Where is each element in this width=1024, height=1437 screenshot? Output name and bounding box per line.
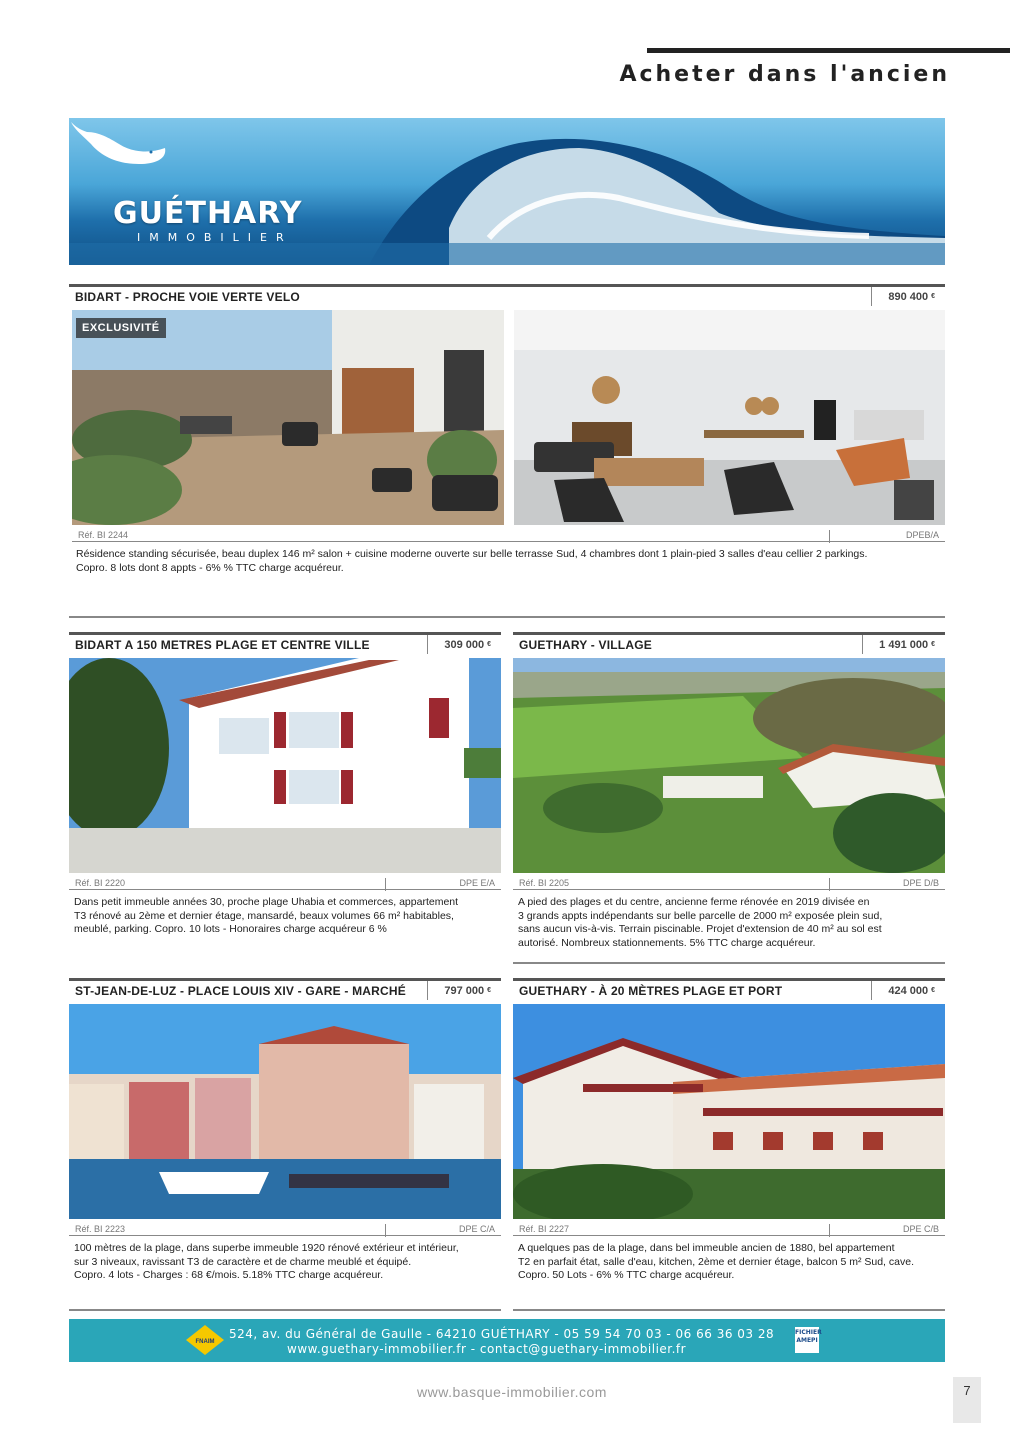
listing-photo-basque-house [513, 1004, 945, 1219]
listing-description: Résidence standing sécurisée, beau duplex 146 m² salon + cuisine moderne ouverte sur belle terrasse Sud, 4 chambres dont 1 plain-pied 3 salles d'eau cellier 2 parkings. Copro. 8 lots dont 8 appts - 6% % TTC charge acquéreur. [76, 548, 868, 574]
listing-ref-line [513, 876, 945, 890]
listing-description: Dans petit immeuble années 30, proche plage Uhabia et commerces, appartement T3 rénové au 2ème et dernier étage, mansardé, beaux volumes 66 m² habitables, meublé, parking. Copro. 10 lots - Honoraires charge acquéreur 6 % [74, 896, 459, 935]
exclusivity-badge: EXCLUSIVITÉ [76, 318, 166, 338]
listing-title: GUETHARY - À 20 MÈTRES PLAGE ET PORT [519, 983, 783, 998]
listing-price: 797 000 € [427, 981, 501, 1000]
amepi-logo-icon: FICHIER AMEPI [795, 1327, 819, 1353]
listing-header-3 [513, 632, 945, 654]
agency-web-email: www.guethary-immobilier.fr - contact@guethary-immobilier.fr [287, 1342, 687, 1356]
listing-reference: Réf. BI 2205 [519, 878, 570, 888]
listing-description: A pied des plages et du centre, ancienne ferme rénovée en 2019 divisée en 3 grands appts indépendants sur belle parcelle de 2000 m² exposée plein sud, sans aucun vis-à-vis. Terrain piscinable. Projet d'extension de 40 m² au sol est autorisé. Nombreux stationnements. 5% TTC charge acquéreur. [518, 896, 883, 949]
listing-photo-building [69, 658, 501, 873]
svg-text:FNAIM: FNAIM [195, 1339, 215, 1345]
listing-reference: Réf. BI 2220 [75, 878, 126, 888]
listing-dpe: DPE C/A [385, 1224, 495, 1237]
agency-banner [69, 118, 945, 265]
listing-ref-line [69, 876, 501, 890]
section-divider [513, 962, 945, 964]
listing-ref-line [69, 1222, 501, 1236]
listing-photo-living-room [514, 310, 945, 525]
listing-description: 100 mètres de la plage, dans superbe immeuble 1920 rénové extérieur et intérieur, sur 3 niveaux, ravissant T3 de caractère et de charme meublé et équipé. Copro. 4 lots - Charges : 68 €/mois. 5.18% TTC charge acquéreur. [74, 1242, 459, 1281]
listing-dpe: DPE C/B [829, 1224, 939, 1237]
listing-description: A quelques pas de la plage, dans bel immeuble ancien de 1880, bel appartement T2 en parfait état, salle d'eau, kitchen, 2ème et dernier étage, balcon 5 m² Sud, cave. Copro. 50 Lots - 6% % TTC charge acquéreur. [518, 1242, 914, 1281]
listing-reference: Réf. BI 2227 [519, 1224, 570, 1234]
listing-price: 890 400 € [871, 287, 945, 306]
listing-dpe: DPEB/A [829, 530, 939, 543]
listing-photo-harbour [69, 1004, 501, 1219]
listing-price: 309 000 € [427, 635, 501, 654]
listing-photo-farmhouse [513, 658, 945, 873]
listing-reference: Réf. BI 2244 [78, 530, 129, 540]
listing-reference: Réf. BI 2223 [75, 1224, 126, 1234]
top-rule [647, 48, 1010, 53]
section-title: Acheter dans l'ancien [619, 62, 950, 87]
listing-price: 424 000 € [871, 981, 945, 1000]
listing-header-1 [69, 284, 945, 306]
listing-title: BIDART - PROCHE VOIE VERTE VELO [75, 289, 300, 304]
agency-contact-bar [69, 1319, 945, 1362]
listing-dpe: DPE D/B [829, 878, 939, 891]
site-url[interactable]: www.basque-immobilier.com [417, 1384, 607, 1400]
section-divider [69, 1309, 501, 1311]
listing-header-2 [69, 632, 501, 654]
listing-ref-line [513, 1222, 945, 1236]
listing-price: 1 491 000 € [862, 635, 945, 654]
listing-title: GUETHARY - VILLAGE [519, 637, 652, 652]
page-number: 7 [953, 1377, 981, 1423]
listing-title: BIDART A 150 METRES PLAGE ET CENTRE VILLE [75, 637, 370, 652]
listing-ref-line [72, 528, 945, 542]
listing-title: ST-JEAN-DE-LUZ - PLACE LOUIS XIV - GARE - MARCHÉ [75, 983, 406, 998]
agency-address-phone: 524, av. du Général de Gaulle - 64210 GUÉTHARY - 05 59 54 70 03 - 06 66 36 03 28 [229, 1327, 775, 1341]
brand-subtitle: IMMOBILIER [137, 231, 293, 244]
section-divider [513, 1309, 945, 1311]
listing-header-4 [69, 978, 501, 1000]
listing-photo-terrace [72, 310, 504, 525]
listing-dpe: DPE E/A [385, 878, 495, 891]
brand-name: GUÉTHARY [113, 196, 303, 231]
whale-logo-icon [69, 118, 169, 166]
section-divider [69, 616, 945, 618]
fnaim-logo-icon [185, 1324, 225, 1356]
listing-header-5 [513, 978, 945, 1000]
